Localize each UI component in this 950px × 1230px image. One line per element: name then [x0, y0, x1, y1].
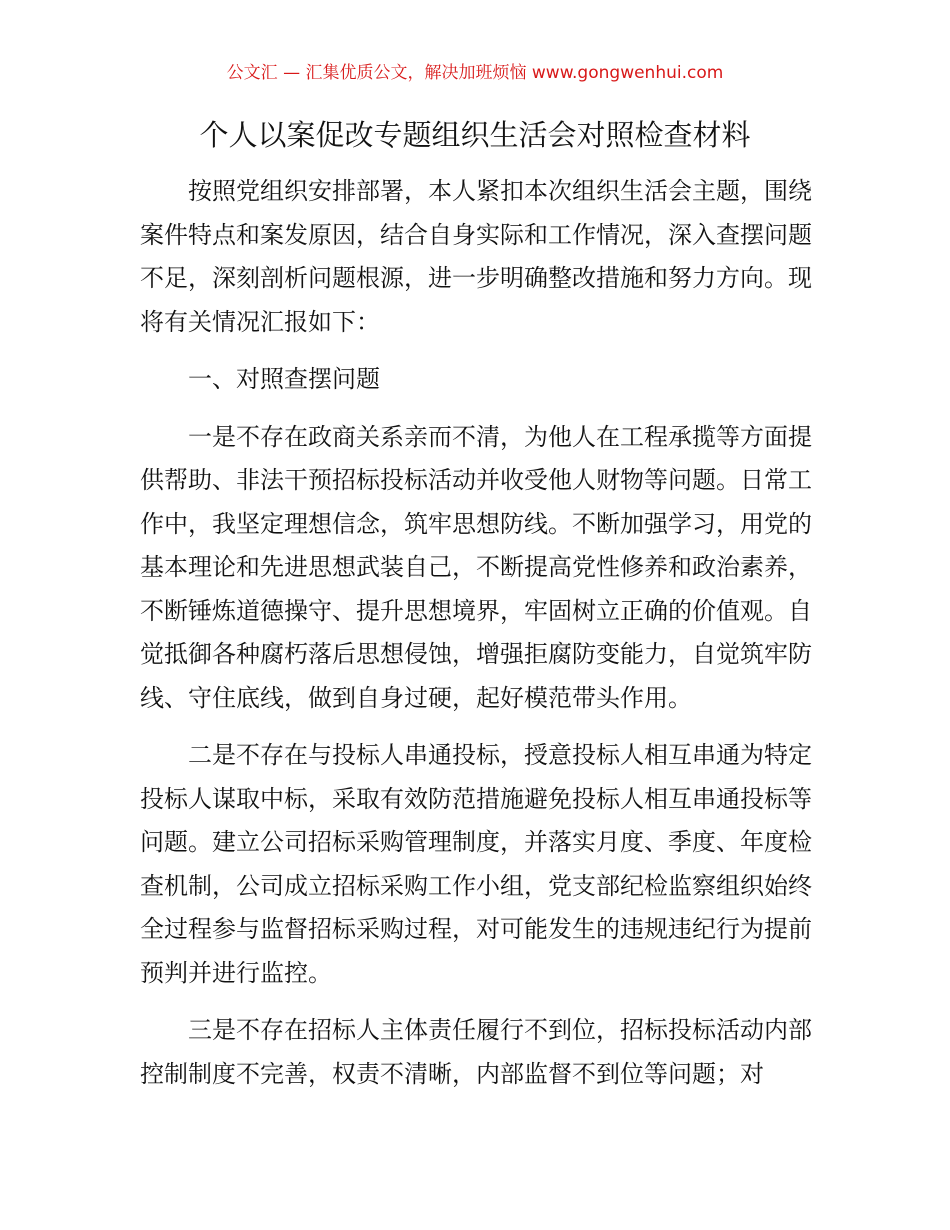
- document-body: [140, 170, 812, 1110]
- item-paragraph-1: 一是不存在政商关系亲而不清，为他人在工程承揽等方面提供帮助、非法干预招标投标活动并收受他人财物等问题。日常工作中，我坚定理想信念，筑牢思想防线。不断加强学习，用党的基本理论和先进思想武装自己，不断提高党性修养和政治素养，不断锤炼道德操守、提升思想境界，牢固树立正确的价值观。自觉抵御各种腐朽落后思想侵蚀，增强拒腐防变能力，自觉筑牢防线、守住底线，做到自身过硬，起好模范带头作用。: [140, 422, 812, 712]
- section-heading: 一、对照查摆问题: [188, 365, 380, 393]
- document-title: 个人以案促改专题组织生活会对照检查材料: [199, 118, 751, 152]
- item-paragraph-3: 三是不存在招标人主体责任履行不到位，招标投标活动内部控制制度不完善，权责不清晰，内部监督不到位等问题；对: [140, 1016, 812, 1088]
- intro-paragraph: 按照党组织安排部署，本人紧扣本次组织生活会主题，围绕案件特点和案发原因，结合自身实际和工作情况，深入查摆问题不足，深刻剖析问题根源，进一步明确整改措施和努力方向。现将有关情况汇报如下：: [140, 177, 812, 336]
- item-paragraph-2: 二是不存在与投标人串通投标，授意投标人相互串通为特定投标人谋取中标，采取有效防范措施避免投标人相互串通投标等问题。建立公司招标采购管理制度，并落实月度、季度、年度检查机制，公司成立招标采购工作小组，党支部纪检监察组织始终全过程参与监督招标采购过程，对可能发生的违规违纪行为提前预判并进行监控。: [140, 741, 812, 987]
- header-watermark[interactable]: 公文汇 — 汇集优质公文，解决加班烦恼 www.gongwenhui.com: [226, 63, 724, 83]
